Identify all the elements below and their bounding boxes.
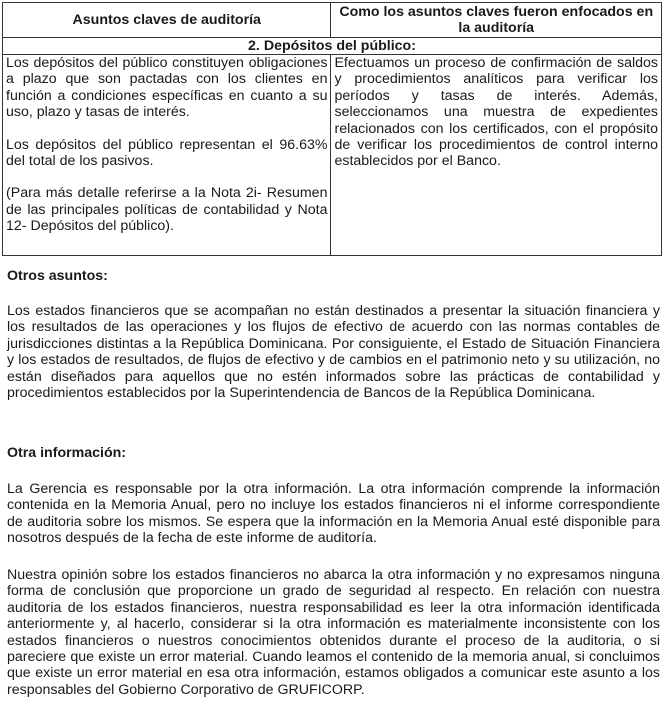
table-row xyxy=(3,55,662,256)
otra-informacion-heading: Otra información: xyxy=(7,445,127,461)
otros-asuntos-heading: Otros asuntos: xyxy=(7,268,108,284)
right-paragraph: Efectuamos un proceso de confirmación de saldos y procedimientos analíticos para verificar los períodos y tasas de interés. Además, seleccionamos una muestra de expedientes relacionados con los certificados, con el propósito de verificar los procedimientos de control interno establecidos por el Banco. xyxy=(334,55,658,170)
table-section-row xyxy=(3,38,662,55)
section-title: 2. Depósitos del público: xyxy=(3,38,662,55)
header-how-addressed: Como los asuntos claves fueron enfocados en la auditoría xyxy=(331,3,662,38)
left-cell xyxy=(3,55,331,256)
table-header-row xyxy=(3,3,662,38)
otra-informacion-paragraph-2: Nuestra opinión sobre los estados financieros no abarca la otra información y no expresamos ninguna forma de conclusión que proporcione un grado de seguridad al respecto. En relación con nuestra auditoria de los estados financieros, nuestra responsabilidad es leer la otra información identificada anteriormente y, al hacerlo, considerar si la otra información es materialmente inconsistente con los estados financieros o nuestros conocimientos obtenidos durante el proceso de la auditoria, o si pareciere que existe un error material. Cuando leamos el contenido de la memoria anual, si concluimos que existe un error material en esa otra información, estamos obligados a comunicar este asunto a los responsables del Gobierno Corporativo de GRUFICORP. xyxy=(7,567,660,698)
otra-informacion-paragraph-1: La Gerencia es responsable por la otra información. La otra información comprende la información contenida en la Memoria Anual, pero no incluye los estados financieros ni el informe correspondiente de auditoria sobre los mismos. Se espera que la información en la Memoria Anual esté disponible para nosotros después de la fecha de este informe de auditoría. xyxy=(7,481,660,547)
left-paragraph-3: (Para más detalle referirse a la Nota 2i- Resumen de las principales políticas de contabilidad y Nota 12- Depósitos del público). xyxy=(6,185,328,235)
left-paragraph-2: Los depósitos del público representan el 96.63% del total de los pasivos. xyxy=(6,136,328,170)
left-paragraph-1: Los depósitos del público constituyen obligaciones a plazo que son pactadas con los clientes en función a condiciones específicas en cuanto a su uso, plazo y tasas de interés. xyxy=(6,55,328,121)
right-cell xyxy=(331,55,662,256)
otros-asuntos-paragraph: Los estados financieros que se acompañan no están destinados a presentar la situación financiera y los resultados de las operaciones y los flujos de efectivo de acuerdo con las normas contables de jurisdicciones distintas a la República Dominicana. Por consiguiente, el Estado de Situación Financiera y los estados de resultados, de flujos de efectivo y de cambios en el patrimonio neto y su utilización, no están diseñados para aquellos que no estén informados sobre las prácticas de contabilidad y procedimientos establecidos por la Superintendencia de Bancos de la República Dominicana. xyxy=(7,303,660,402)
header-key-matters: Asuntos claves de auditoría xyxy=(3,3,331,38)
key-audit-matters-table xyxy=(2,2,662,256)
